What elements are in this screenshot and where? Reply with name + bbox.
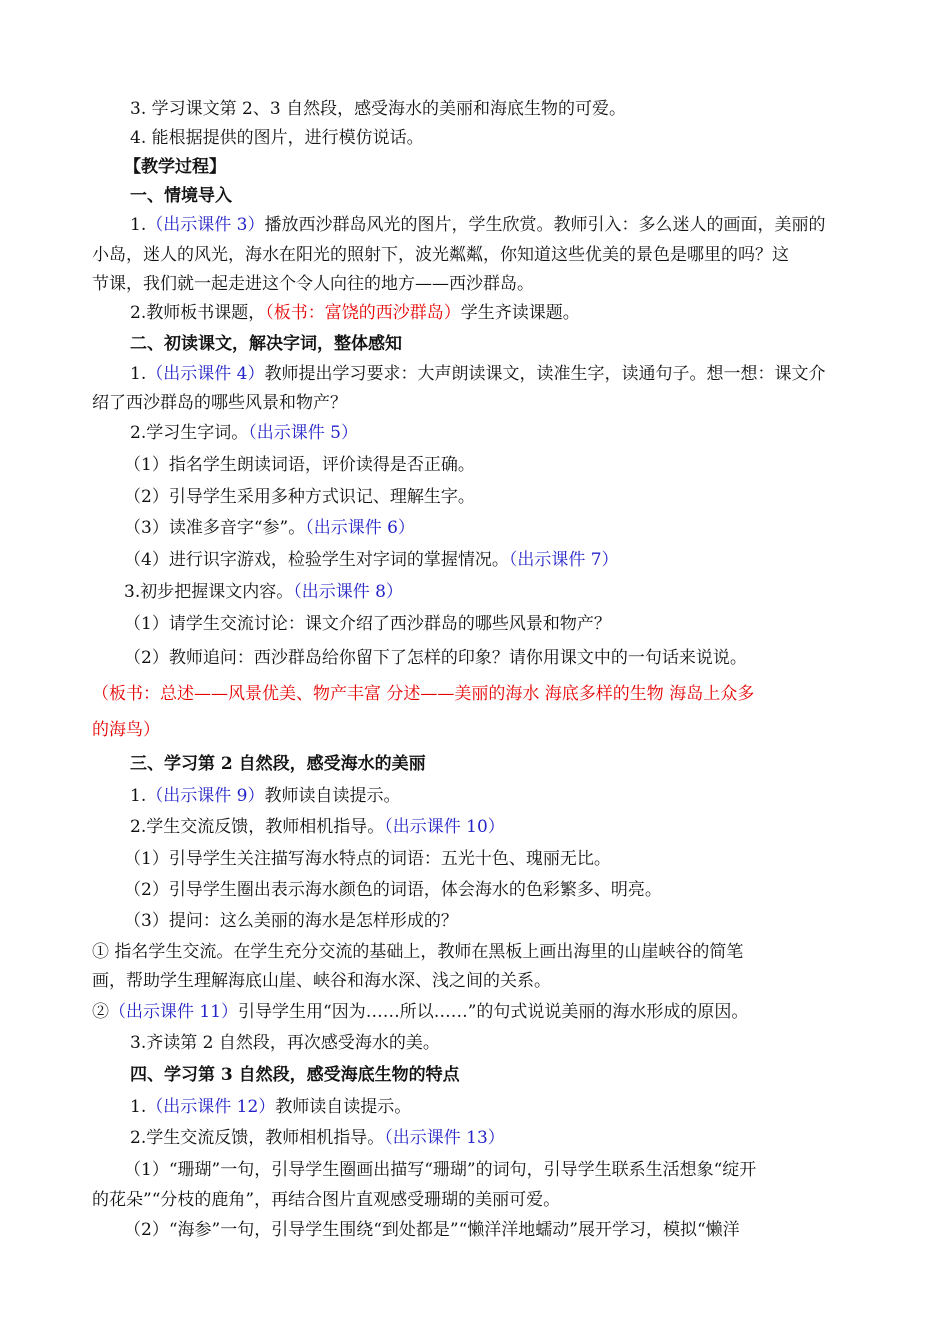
s1-p1-line-1 [130, 215, 862, 235]
s3-p2-item-1: （1）引导学生关注描写海水特点的词语：五光十色、瑰丽无比。 [124, 849, 611, 869]
objective-3: 3. 学习课文第 2、3 自然段，感受海水的美丽和海底生物的可爱。 [130, 99, 627, 119]
s2-p2 [130, 423, 862, 443]
courseware-tag: （出示课件 5） [248, 423, 358, 443]
s3-circle-1-line-1: ① 指名学生交流。在学生充分交流的基础上，教师在黑板上画出海里的山崖峡谷的简笔 [92, 942, 744, 962]
s3-p2-item-3: （3）提问：这么美丽的海水是怎样形成的？ [124, 911, 458, 931]
section-4-heading: 四、学习第 3 自然段，感受海底生物的特点 [130, 1065, 460, 1085]
s2-p1-text: 教师提出学习要求：大声朗读课文，读准生字，读通句子。想一想：课文介 [264, 364, 826, 384]
s3-p2-item-2: （2）引导学生圈出表示海水颜色的词语，体会海水的色彩繁多、明亮。 [124, 880, 662, 900]
s1-p2 [130, 303, 862, 323]
section-1-heading: 一、情境导入 [130, 186, 232, 206]
s4-p2 [130, 1128, 862, 1148]
courseware-tag: （出示课件 3） [146, 215, 265, 235]
courseware-tag: （出示课件 11） [109, 1002, 239, 1022]
process-title: 【教学过程】 [124, 157, 226, 177]
board-summary-line-1: （板书：总述——风景优美、物产丰富 分述——美丽的海水 海底多样的生物 海岛上众多 [92, 684, 755, 704]
s2-p2-text: 2.学习生字词。 [130, 423, 249, 443]
s3-circle-2-text: 引导学生用“因为……所以……”的句式说说美丽的海水形成的原因。 [238, 1002, 749, 1022]
s3-p3: 3.齐读第 2 自然段，再次感受海水的美。 [130, 1033, 440, 1053]
s3-p1 [130, 786, 862, 806]
s4-p1 [130, 1097, 862, 1117]
s4-p2-item-1-line-2: 的花朵”“分枝的鹿角”，再结合图片直观感受珊瑚的美丽可爱。 [92, 1190, 561, 1210]
courseware-tag: （出示课件 6） [305, 518, 415, 538]
circle-2-marker: ② [92, 1002, 109, 1022]
s3-p2-text: 2.学生交流反馈，教师相机指导。 [130, 817, 385, 837]
s3-p1-text: 教师读自读提示。 [264, 786, 401, 806]
s1-p1-num: 1. [130, 215, 147, 235]
s2-p3-text: 3.初步把握课文内容。 [124, 582, 294, 602]
s2-p2-item-3-text: （3）读准多音字“参”。 [124, 518, 306, 538]
s1-p2-text-b: 学生齐读课题。 [460, 303, 580, 323]
s2-p2-item-4-text: （4）进行识字游戏，检验学生对字词的掌握情况。 [124, 550, 509, 570]
s4-p2-item-1-line-1: （1）“珊瑚”一句，引导学生圈画出描写“珊瑚”的词句，引导学生联系生活想象“绽开 [124, 1160, 757, 1180]
s2-p2-item-4 [124, 550, 862, 570]
courseware-tag: （出示课件 9） [146, 786, 265, 806]
s4-p2-item-2-line-1: （2）“海参”一句，引导学生围绕“到处都是”“懒洋洋地蠕动”展开学习，模拟“懒洋 [124, 1220, 740, 1240]
s2-p3-item-1: （1）请学生交流讨论：课文介绍了西沙群岛的哪些风景和物产？ [124, 614, 611, 634]
s2-p2-item-2: （2）引导学生采用多种方式识记、理解生字。 [124, 487, 475, 507]
s2-p3 [124, 582, 862, 602]
s2-p3-item-2: （2）教师追问：西沙群岛给你留下了怎样的印象？请你用课文中的一句话来说说。 [124, 648, 747, 668]
section-3-heading: 三、学习第 2 自然段，感受海水的美丽 [130, 754, 426, 774]
s4-p1-num: 1. [130, 1097, 147, 1117]
courseware-tag: （出示课件 13） [384, 1128, 505, 1148]
courseware-tag: （出示课件 7） [508, 550, 619, 570]
s2-p1-line-1 [130, 364, 862, 384]
courseware-tag: （出示课件 8） [293, 582, 403, 602]
section-2-heading: 二、初读课文，解决字词，整体感知 [130, 334, 402, 354]
s3-p1-num: 1. [130, 786, 147, 806]
s2-p1-num: 1. [130, 364, 147, 384]
s4-p2-text: 2.学生交流反馈，教师相机指导。 [130, 1128, 385, 1148]
s3-circle-1-line-2: 画，帮助学生理解海底山崖、峡谷和海水深、浅之间的关系。 [92, 971, 551, 991]
s4-p1-text: 教师读自读提示。 [275, 1097, 412, 1117]
s1-p2-text-a: 2.教师板书课题， [130, 303, 266, 323]
courseware-tag: （出示课件 12） [146, 1097, 276, 1117]
courseware-tag: （出示课件 4） [146, 364, 265, 384]
objective-4: 4. 能根据提供的图片，进行模仿说话。 [130, 128, 424, 148]
s1-p1-text: 播放西沙群岛风光的图片，学生欣赏。教师引入：多么迷人的画面，美丽的 [264, 215, 826, 235]
s2-p2-item-3 [124, 518, 862, 538]
s3-circle-2 [92, 1002, 862, 1022]
board-note: （板书：富饶的西沙群岛） [265, 303, 461, 323]
courseware-tag: （出示课件 10） [384, 817, 505, 837]
board-summary-line-2: 的海鸟） [92, 720, 160, 740]
s1-p1-line-2: 小岛，迷人的风光，海水在阳光的照射下，波光粼粼，你知道这些优美的景色是哪里的吗？这 [92, 245, 789, 265]
s3-p2 [130, 817, 862, 837]
s2-p2-item-1: （1）指名学生朗读词语，评价读得是否正确。 [124, 455, 475, 475]
s1-p1-line-3: 节课，我们就一起走进这个令人向往的地方——西沙群岛。 [92, 274, 534, 294]
s2-p1-line-2: 绍了西沙群岛的哪些风景和物产？ [92, 393, 347, 413]
